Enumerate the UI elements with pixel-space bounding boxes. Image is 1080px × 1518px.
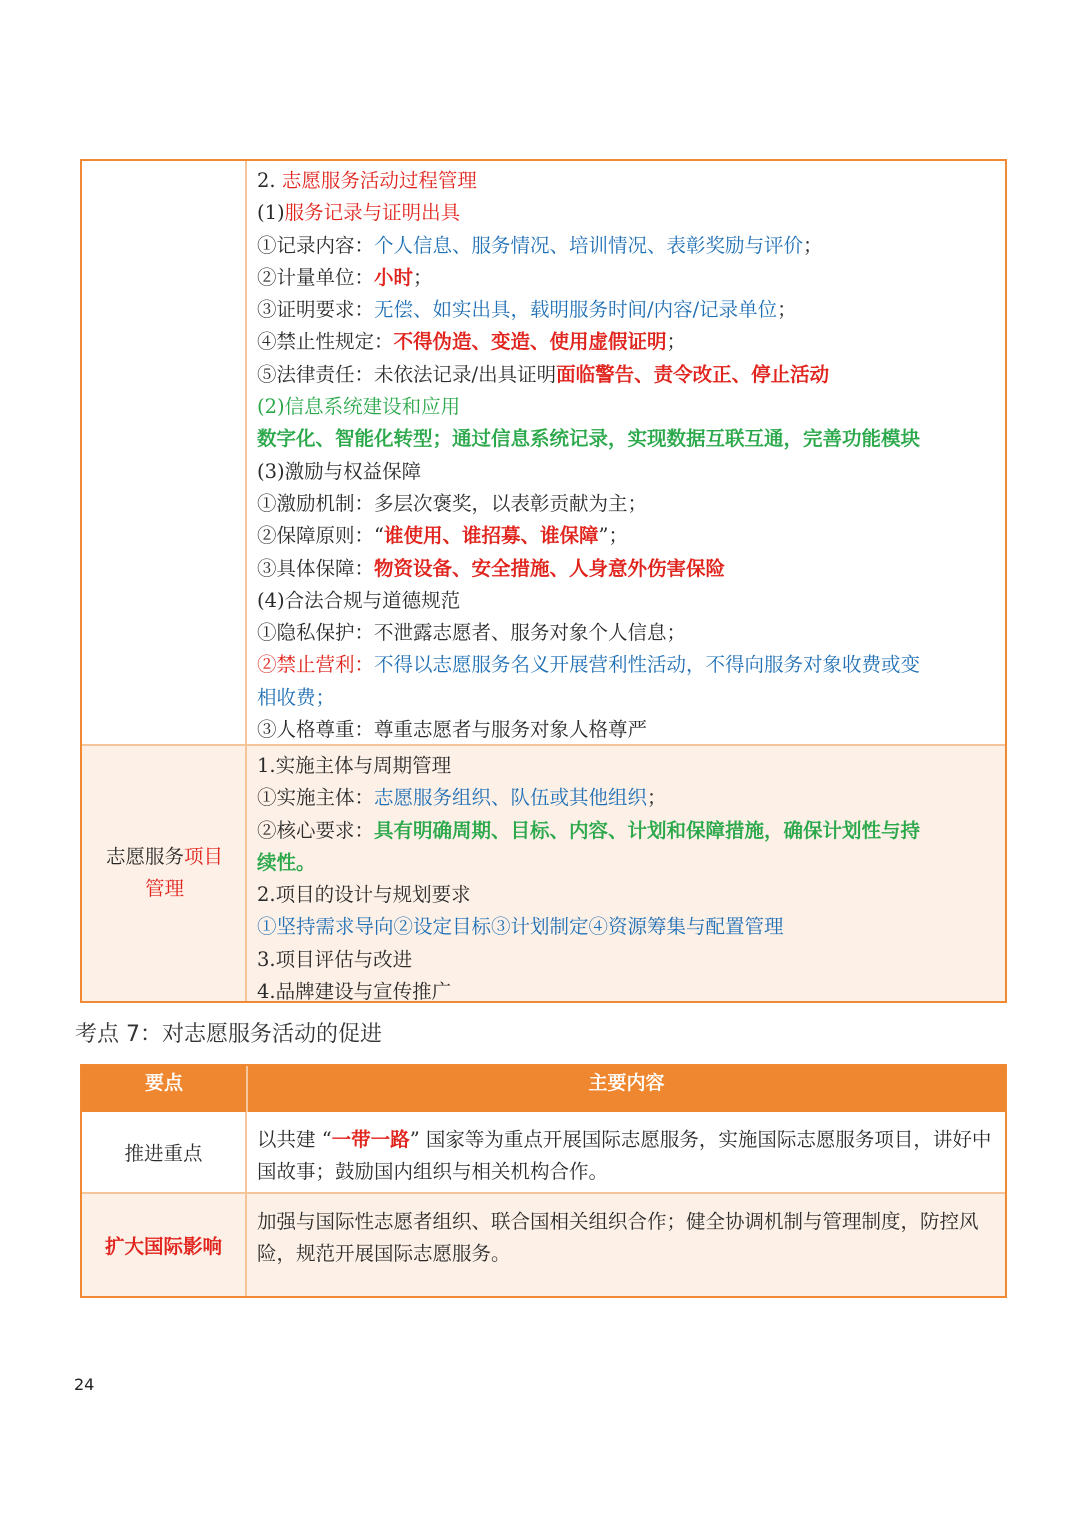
text-run: 志愿服务组织、队伍或其他组织 — [374, 786, 648, 810]
text-run: ④禁止性规定： — [257, 330, 394, 354]
table-header — [82, 1066, 1005, 1112]
row-content-cell — [247, 161, 1005, 744]
text-run: 具有明确周期、目标、内容、计划和保障措施，确保计划性与持 — [374, 818, 921, 842]
text-run: ②保障原则：“ — [257, 524, 384, 548]
text-run: ； — [413, 265, 433, 289]
content-line — [257, 488, 995, 520]
content-line — [257, 617, 995, 649]
content-line — [257, 847, 995, 879]
text-run: 小时 — [374, 265, 414, 289]
text-run: 相收费； — [257, 685, 336, 709]
text-run: ②禁止营利： — [257, 653, 375, 677]
text-run: 加强与国际性志愿者组织、联合国相关组织合作；健全协调机制与管理制度，防控风险，规范开展国际志愿服务。 — [257, 1210, 979, 1265]
text-run: ①激励机制：多层次褒奖，以表彰贡献为主； — [257, 491, 648, 515]
content-line — [257, 391, 995, 423]
text-run: 面临警告、责令改正、停止活动 — [556, 362, 830, 386]
text-run: 服务记录与证明出具 — [284, 201, 461, 225]
content-line — [257, 230, 995, 262]
process-management-table — [80, 159, 1007, 1003]
text-run: 3.项目评估与改进 — [257, 947, 413, 971]
text-run: 续性。 — [257, 850, 316, 874]
content-line — [257, 165, 995, 197]
text-run: ①记录内容： — [257, 233, 375, 257]
text-run: 谁使用、谁招募、谁保障 — [383, 524, 599, 548]
text-run: ⑤法律责任：未依法记录/出具证明 — [257, 362, 557, 386]
text-run: 一带一路 — [331, 1128, 410, 1151]
header-key-points: 要点 — [144, 1072, 183, 1094]
row-body — [247, 1194, 1005, 1270]
section-heading: 考点 7：对志愿服务活动的促进 — [75, 1022, 382, 1047]
text-run: ； — [777, 298, 797, 322]
content-line — [257, 520, 995, 552]
table-row — [82, 1194, 1005, 1296]
text-run: ”； — [598, 524, 628, 548]
content-line — [257, 197, 995, 229]
text-run: 4.品牌建设与宣传推广 — [257, 980, 452, 1004]
content-line — [257, 911, 995, 943]
text-run: 志愿服务 — [105, 845, 184, 868]
text-run: ； — [803, 233, 823, 257]
content-line — [257, 326, 995, 358]
row-label: 推进重点 — [82, 1112, 247, 1192]
content-line — [257, 944, 995, 976]
text-run: ” 国家等为重点开展国际志愿服务，实施国际志愿服务项目，讲好中国故事；鼓励国内组织与相关机构合作。 — [257, 1128, 992, 1183]
content-line — [257, 585, 995, 617]
text-run: ③证明要求： — [257, 298, 375, 322]
content-line — [257, 714, 995, 746]
text-run: 不得以志愿服务名义开展营利性活动，不得向服务对象收费或变 — [374, 653, 921, 677]
text-run: 项目 — [184, 845, 224, 868]
text-run: ； — [647, 786, 667, 810]
header-main-content: 主要内容 — [588, 1072, 665, 1094]
content-line — [257, 976, 995, 1008]
text-run: 1.实施主体与周期管理 — [257, 754, 452, 777]
text-run: 2.项目的设计与规划要求 — [257, 883, 471, 907]
text-run: 不得伪造、变造、使用虚假证明 — [393, 330, 667, 354]
row-content-cell — [247, 746, 1005, 1004]
text-run: ②计量单位： — [257, 265, 375, 289]
text-run: 数字化、智能化转型；通过信息系统记录，实现数据互联互通，完善功能模块 — [257, 427, 921, 451]
text-run: (3)激励与权益保障 — [257, 459, 422, 483]
table-row — [82, 1112, 1005, 1194]
content-line — [257, 879, 995, 911]
text-run: 志愿服务活动过程管理 — [281, 169, 477, 192]
text-run: (1) — [257, 201, 285, 225]
text-run: ①隐私保护：不泄露志愿者、服务对象个人信息； — [257, 621, 687, 645]
row-label-cell — [82, 161, 247, 744]
content-line — [257, 456, 995, 488]
promotion-table — [80, 1064, 1007, 1298]
content-line — [257, 750, 995, 782]
content-line — [257, 262, 995, 294]
text-run: ①实施主体： — [257, 786, 375, 810]
text-run: 无偿、如实出具，载明服务时间/内容/记录单位 — [374, 298, 778, 322]
text-run: ②核心要求： — [257, 818, 375, 842]
text-run: (4)合法合规与道德规范 — [257, 588, 461, 612]
text-run: ③人格尊重：尊重志愿者与服务对象人格尊严 — [257, 718, 648, 742]
content-line — [257, 359, 995, 391]
label-line — [82, 841, 247, 873]
content-line — [257, 682, 995, 714]
table-row — [82, 161, 1005, 746]
text-run: 以共建 “ — [257, 1128, 332, 1151]
content-line — [257, 294, 995, 326]
row-label: 扩大国际影响 — [82, 1194, 247, 1296]
text-run: ①坚持需求导向②设定目标③计划制定④资源筹集与配置管理 — [257, 915, 784, 939]
text-run: 2. — [257, 169, 282, 192]
content-line — [257, 553, 995, 585]
content-line — [257, 649, 995, 681]
text-run: ③具体保障： — [257, 556, 375, 580]
table-row — [82, 746, 1005, 1004]
content-line — [257, 782, 995, 814]
project-management-label — [82, 841, 247, 905]
text-run: (2)信息系统建设和应用 — [257, 395, 461, 419]
label-line: 管理 — [144, 877, 184, 900]
page-number: 24 — [74, 1375, 95, 1394]
row-body — [247, 1112, 1005, 1188]
text-run: ； — [666, 330, 687, 354]
text-run: 个人信息、服务情况、培训情况、表彰奖励与评价 — [374, 233, 804, 257]
text-run: 物资设备、安全措施、人身意外伤害保险 — [374, 556, 726, 580]
content-line — [257, 423, 995, 455]
content-line — [257, 815, 995, 847]
row-label-cell — [82, 746, 247, 1001]
